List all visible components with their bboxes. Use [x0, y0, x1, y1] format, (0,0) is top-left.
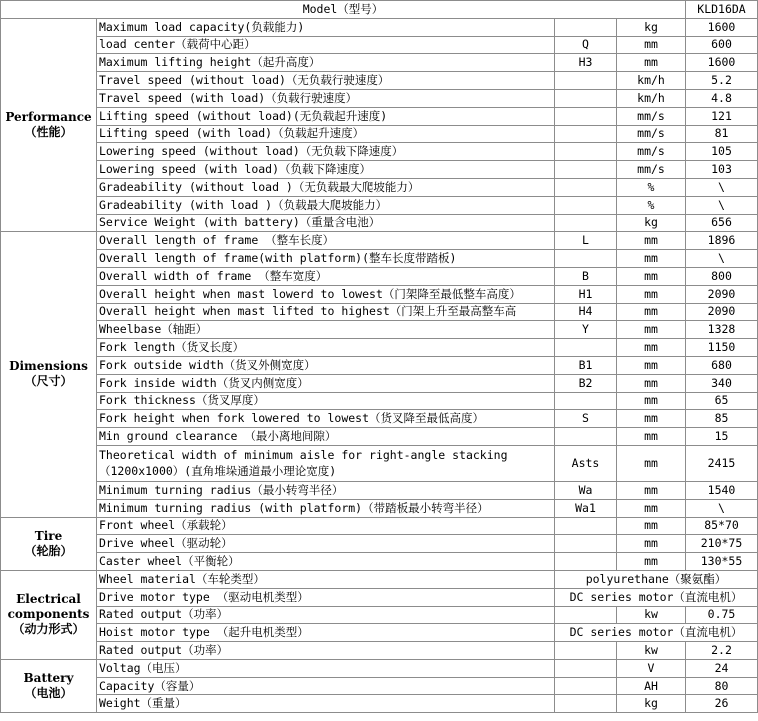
param-unit: mm: [617, 285, 686, 303]
param-code: [555, 695, 617, 713]
param-unit: mm: [617, 553, 686, 571]
param-name: [97, 659, 555, 677]
param-text: Maximum lifting height（起升高度）: [99, 55, 321, 70]
param-code: [555, 250, 617, 268]
param-name: [97, 267, 555, 285]
param-text: Rated output（功率）: [99, 642, 229, 657]
param-name: [97, 196, 555, 214]
param-text: Lifting speed (with load)（负载起升速度）: [99, 126, 365, 141]
param-value: 1328: [686, 321, 758, 339]
table-row: [1, 535, 758, 553]
table-row: [1, 232, 758, 250]
param-text: Overall height when mast lowerd to lowest（门架降至最低整车高度）: [99, 286, 521, 301]
table-row: [1, 481, 758, 499]
table-row: [1, 624, 758, 642]
param-code: H3: [555, 54, 617, 72]
param-value: 656: [686, 214, 758, 232]
param-unit: mm: [617, 54, 686, 72]
param-unit: mm: [617, 392, 686, 410]
param-text: Wheelbase（轴距）: [99, 322, 208, 337]
param-unit: kg: [617, 18, 686, 36]
param-name: [97, 517, 555, 535]
param-value: 81: [686, 125, 758, 143]
group-title: Electrical components: [7, 592, 90, 622]
param-name: [97, 410, 555, 428]
param-text: Caster wheel（平衡轮）: [99, 554, 240, 568]
param-unit: mm: [617, 36, 686, 54]
param-text: Wheel material（车轮类型）: [99, 571, 265, 586]
group-subtitle: （动力形式）: [12, 622, 85, 637]
param-name: [97, 624, 555, 642]
param-unit: mm: [617, 428, 686, 446]
param-unit: V: [617, 659, 686, 677]
table-row: [1, 659, 758, 677]
param-unit: mm: [617, 267, 686, 285]
param-value: 85: [686, 410, 758, 428]
param-code: [555, 517, 617, 535]
param-name: [97, 18, 555, 36]
param-value: 2090: [686, 303, 758, 321]
table-row: [1, 339, 758, 357]
param-value: 2090: [686, 285, 758, 303]
param-code: [555, 659, 617, 677]
param-code: [555, 392, 617, 410]
param-code: [555, 535, 617, 553]
table-row: [1, 18, 758, 36]
param-code: [555, 196, 617, 214]
param-unit: kg: [617, 214, 686, 232]
table-row: [1, 517, 758, 535]
param-text: Minimum turning radius（最小转弯半径）: [99, 482, 344, 497]
param-name: [97, 392, 555, 410]
table-row: [1, 143, 758, 161]
param-code: Wa: [555, 481, 617, 499]
param-text: Overall width of frame （整车宽度）: [99, 268, 328, 283]
table-row: [1, 36, 758, 54]
param-unit: %: [617, 196, 686, 214]
table-row: [1, 570, 758, 588]
param-value: 15: [686, 428, 758, 446]
param-name: [97, 72, 555, 90]
param-code: [555, 428, 617, 446]
table-row: [1, 303, 758, 321]
table-row: [1, 54, 758, 72]
param-text: Fork outside width（货叉外侧宽度）: [99, 357, 316, 372]
table-row: [1, 214, 758, 232]
table-row: [1, 374, 758, 392]
table-row: [1, 161, 758, 179]
param-code: [555, 107, 617, 125]
param-value: 24: [686, 659, 758, 677]
table-row: [1, 392, 758, 410]
param-text: Hoist motor type （起升电机类型）: [99, 625, 309, 640]
param-unit: mm: [617, 535, 686, 553]
merged-value: DC series motor（直流电机）: [555, 624, 758, 642]
param-code: Wa1: [555, 499, 617, 517]
param-code: Asts: [555, 445, 617, 481]
table-row: [1, 267, 758, 285]
param-text: Capacity（容量）: [99, 678, 201, 693]
param-text: Overall height when mast lifted to highest（门架上升至最高整车高: [99, 304, 517, 319]
param-text: Weight（重量）: [99, 696, 187, 711]
param-code: [555, 642, 617, 660]
table-row: [1, 125, 758, 143]
table-row: [1, 642, 758, 660]
param-value: 680: [686, 356, 758, 374]
param-value: 80: [686, 677, 758, 695]
param-unit: mm/s: [617, 107, 686, 125]
group-title: Performance: [5, 110, 92, 125]
param-value: 85*70: [686, 517, 758, 535]
param-name: [97, 481, 555, 499]
param-unit: kw: [617, 642, 686, 660]
param-code: [555, 18, 617, 36]
table-row: [1, 72, 758, 90]
param-value: 2.2: [686, 642, 758, 660]
table-row: [1, 285, 758, 303]
param-name: [97, 321, 555, 339]
group-label: [1, 659, 97, 712]
table-row: [1, 553, 758, 571]
param-name: [97, 89, 555, 107]
param-text: Voltag（电压）: [99, 660, 187, 675]
param-unit: mm: [617, 499, 686, 517]
param-text: Drive motor type （驱动电机类型）: [99, 589, 309, 604]
param-code: [555, 553, 617, 571]
param-text: Maximum load capacity(负载能力): [99, 19, 305, 34]
param-value: \: [686, 178, 758, 196]
param-text: Fork height when fork lowered to lowest（货叉降至最低高度）: [99, 411, 485, 426]
param-value: 26: [686, 695, 758, 713]
table-row: [1, 178, 758, 196]
param-name: [97, 535, 555, 553]
table-row: [1, 588, 758, 606]
param-value: 103: [686, 161, 758, 179]
param-value: 1150: [686, 339, 758, 357]
param-unit: kw: [617, 606, 686, 624]
table-row: [1, 695, 758, 713]
table-row: [1, 677, 758, 695]
param-value: 340: [686, 374, 758, 392]
param-unit: mm: [617, 339, 686, 357]
param-name: [97, 214, 555, 232]
param-name: [97, 570, 555, 588]
param-name: [97, 232, 555, 250]
param-name: [97, 677, 555, 695]
param-value: 800: [686, 267, 758, 285]
param-value: 1600: [686, 18, 758, 36]
table-row: [1, 250, 758, 268]
param-unit: kg: [617, 695, 686, 713]
param-name: [97, 303, 555, 321]
param-code: H1: [555, 285, 617, 303]
param-code: [555, 89, 617, 107]
param-text: Theoretical width of minimum aisle for right-angle stacking: [99, 448, 508, 463]
table-row: [1, 499, 758, 517]
param-text: Gradeability (with load )（负载最大爬坡能力）: [99, 197, 388, 212]
param-text: Min ground clearance （最小离地间隙）: [99, 429, 337, 444]
param-unit: mm/s: [617, 125, 686, 143]
param-value: 1540: [686, 481, 758, 499]
param-code: [555, 606, 617, 624]
param-unit: mm/s: [617, 161, 686, 179]
param-unit: mm: [617, 481, 686, 499]
param-name: [97, 606, 555, 624]
param-name: [97, 374, 555, 392]
table-row: [1, 356, 758, 374]
table-row: [1, 196, 758, 214]
param-value: 600: [686, 36, 758, 54]
param-name: [97, 553, 555, 571]
group-label: [1, 18, 97, 232]
group-subtitle: （轮胎）: [24, 543, 73, 558]
table-row: [1, 89, 758, 107]
param-value: 121: [686, 107, 758, 125]
param-name: [97, 250, 555, 268]
param-value: 5.2: [686, 72, 758, 90]
param-code: [555, 178, 617, 196]
param-text: Travel speed (without load)（无负载行驶速度）: [99, 73, 390, 88]
param-text: Fork thickness（货叉厚度）: [99, 393, 265, 408]
param-unit: mm: [617, 321, 686, 339]
param-text: Fork inside width（货叉内侧宽度）: [99, 375, 309, 390]
param-name: [97, 642, 555, 660]
param-code: [555, 143, 617, 161]
table-row: [1, 410, 758, 428]
table-row: [1, 321, 758, 339]
spec-table-body: [1, 1, 758, 713]
group-subtitle: （性能）: [24, 125, 73, 140]
header-row: [1, 1, 758, 19]
param-value: \: [686, 499, 758, 517]
param-name: [97, 695, 555, 713]
param-unit: mm: [617, 356, 686, 374]
param-code: L: [555, 232, 617, 250]
group-label: [1, 517, 97, 570]
param-unit: mm: [617, 517, 686, 535]
param-name: [97, 125, 555, 143]
param-unit: mm: [617, 232, 686, 250]
param-name: [97, 36, 555, 54]
param-name: [97, 499, 555, 517]
param-value: \: [686, 196, 758, 214]
group-label: [1, 570, 97, 659]
param-code: [555, 339, 617, 357]
param-code: H4: [555, 303, 617, 321]
param-text: Fork length（货叉长度）: [99, 340, 245, 355]
param-value: 0.75: [686, 606, 758, 624]
param-code: B2: [555, 374, 617, 392]
param-text: Overall length of frame （整车长度）: [99, 233, 335, 248]
param-code: [555, 214, 617, 232]
param-value: 2415: [686, 445, 758, 481]
model-value: KLD16DA: [686, 1, 758, 19]
param-text: Lifting speed (without load)(无负载起升速度): [99, 108, 388, 123]
table-row: [1, 107, 758, 125]
param-name: [97, 285, 555, 303]
param-text: Travel speed (with load)（负载行驶速度）: [99, 90, 358, 105]
table-row: [1, 445, 758, 481]
param-code: Y: [555, 321, 617, 339]
param-unit: mm: [617, 250, 686, 268]
param-unit: mm: [617, 374, 686, 392]
param-text: load center（载荷中心距）: [99, 37, 256, 52]
param-text: Service Weight (with battery)（重量含电池）: [99, 215, 381, 230]
param-name: [97, 107, 555, 125]
param-value: 65: [686, 392, 758, 410]
param-name: [97, 54, 555, 72]
param-code: B1: [555, 356, 617, 374]
param-name: [97, 428, 555, 446]
param-text: Lowering speed (without load)（无负载下降速度）: [99, 144, 404, 159]
param-unit: AH: [617, 677, 686, 695]
param-text: Minimum turning radius (with platform)（带踏板最小转弯半径）: [99, 500, 489, 515]
group-label: [1, 232, 97, 517]
param-value: 105: [686, 143, 758, 161]
param-code: S: [555, 410, 617, 428]
param-text-line2: （1200x1000）(直角堆垛通道最小理论宽度): [99, 464, 337, 479]
param-code: [555, 72, 617, 90]
group-subtitle: （电池）: [24, 686, 73, 701]
param-name: [97, 143, 555, 161]
group-title: Tire: [34, 528, 63, 543]
param-name: [97, 588, 555, 606]
param-value: \: [686, 250, 758, 268]
param-name: [97, 356, 555, 374]
merged-value: DC series motor（直流电机）: [555, 588, 758, 606]
param-text: Lowering speed (with load)（负载下降速度）: [99, 162, 372, 177]
param-text: Front wheel（承载轮）: [99, 518, 233, 533]
param-name: [97, 161, 555, 179]
param-unit: km/h: [617, 89, 686, 107]
param-unit: mm: [617, 303, 686, 321]
param-code: Q: [555, 36, 617, 54]
param-unit: mm: [617, 410, 686, 428]
param-value: 1600: [686, 54, 758, 72]
param-code: [555, 161, 617, 179]
param-unit: km/h: [617, 72, 686, 90]
param-code: [555, 125, 617, 143]
param-value: 210*75: [686, 535, 758, 553]
param-value: 4.8: [686, 89, 758, 107]
param-value: 130*55: [686, 553, 758, 571]
param-unit: mm/s: [617, 143, 686, 161]
model-label: Model（型号）: [1, 1, 686, 19]
table-row: [1, 428, 758, 446]
param-unit: %: [617, 178, 686, 196]
param-value: 1896: [686, 232, 758, 250]
group-subtitle: （尺寸）: [24, 374, 73, 389]
param-code: B: [555, 267, 617, 285]
param-unit: mm: [617, 445, 686, 481]
param-name: [97, 339, 555, 357]
param-code: [555, 677, 617, 695]
group-title: Battery: [23, 671, 74, 686]
merged-value: polyurethane（聚氨酯）: [555, 570, 758, 588]
param-text: Gradeability (without load )（无负载最大爬坡能力）: [99, 179, 420, 194]
param-text: Rated output（功率）: [99, 607, 229, 622]
param-text: Overall length of frame(with platform)(整车长度带踏板): [99, 251, 457, 266]
param-name: [97, 445, 555, 481]
table-row: [1, 606, 758, 624]
param-name: [97, 178, 555, 196]
group-title: Dimensions: [9, 359, 88, 374]
param-text: Drive wheel（驱动轮）: [99, 536, 233, 551]
